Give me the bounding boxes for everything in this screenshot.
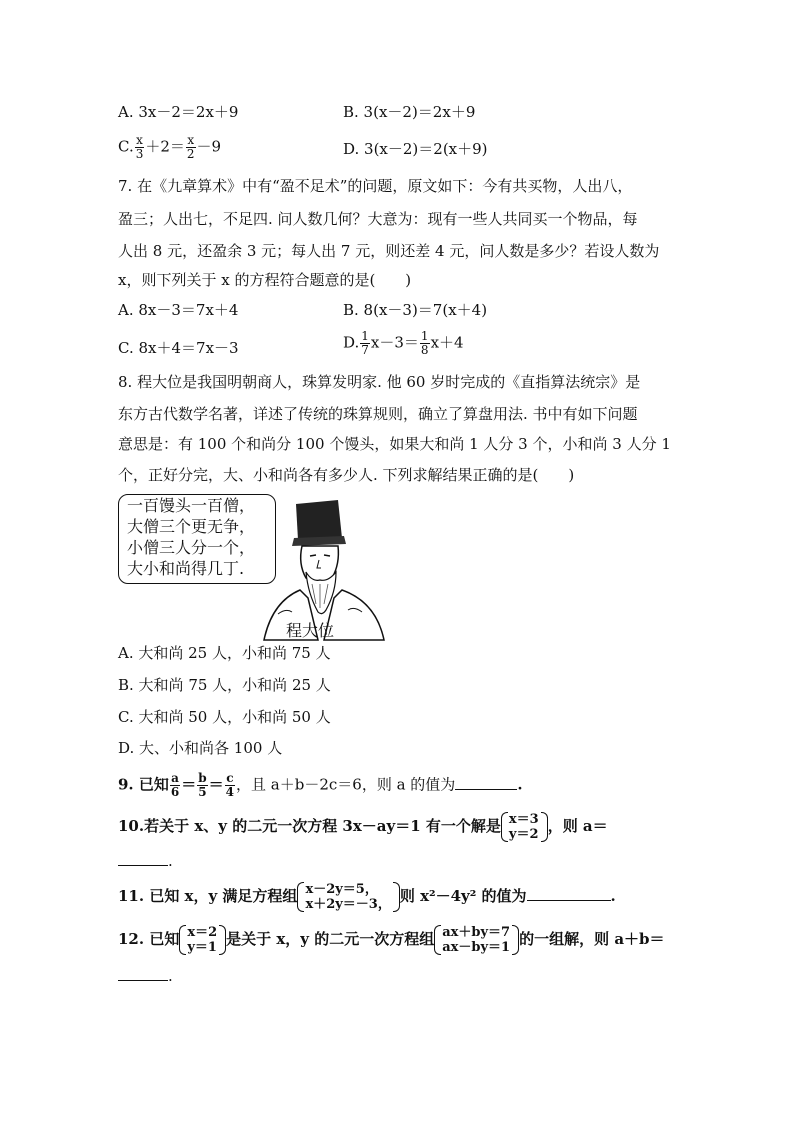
q7-option-d: D. $\frac{1}{7}$ x－3＝ $\frac{1}{8}$ x＋4	[343, 329, 464, 357]
q8-option-b: B. 大和尚 75 人，小和尚 25 人	[118, 676, 331, 694]
q8-text-line: 个，正好分完，大、小和尚各有多少人. 下列求解结果正确的是( )	[118, 466, 575, 484]
fraction: $\frac{1}{7}$	[361, 329, 369, 357]
q10-question: 10.若关于 x、y 的二元一次方程 3x－ay＝1 有一个解是 x＝3 y＝2 ，则 a＝	[118, 812, 608, 842]
q7-text-line: x，则下列关于 x 的方程符合题意的是( )	[118, 271, 412, 289]
solution-pair: x＝3 y＝2	[501, 812, 548, 842]
fraction: $\frac{x}{3}$	[135, 133, 144, 161]
q9-question: 9. 已知 $\frac{a}{6}$ ＝ $\frac{b}{5}$ ＝ $\frac{c}{4}$ ，且 a＋b－2c＝6，则 a 的值为 .	[118, 771, 523, 799]
q7-text-line: 7. 在《九章算术》中有“盈不足术”的问题，原文如下：今有共买物，人出八，	[118, 177, 633, 195]
q8-text-line: 东方古代数学名著，详述了传统的珠算规则，确立了算盘用法. 书中有如下问题	[118, 405, 638, 423]
q6-option-b: B. 3(x－2)＝2x＋9	[343, 103, 476, 121]
solution-pair: x＝2 y＝1	[179, 925, 226, 955]
q7-option-b: B. 8(x－3)＝7(x＋4)	[343, 301, 488, 319]
q8-option-a: A. 大和尚 25 人，小和尚 75 人	[118, 644, 331, 662]
q6-option-d: D. 3(x－2)＝2(x＋9)	[343, 140, 488, 158]
poem-line: 大僧三个更无争，	[127, 517, 256, 536]
portrait-caption: 程大位	[286, 621, 335, 640]
q7-text-line: 盈三；人出七，不足四. 问人数几何？大意为：现有一些人共同买一个物品，每	[118, 210, 638, 228]
q8-text-line: 意思是：有 100 个和尚分 100 个馒头，如果大和尚 1 人分 3 个，小和尚 3 人分 1	[118, 435, 671, 453]
answer-blank	[118, 966, 168, 981]
poem-line: 小僧三人分一个，	[127, 538, 256, 557]
q10-answer-line: .	[118, 850, 173, 872]
q6-option-a: A. 3x－2＝2x＋9	[118, 103, 239, 121]
answer-blank	[527, 886, 611, 901]
answer-blank	[455, 775, 517, 790]
poem-line: 大小和尚得几丁.	[127, 559, 245, 578]
equation-system: x－2y＝5， x＋2y＝－3，	[297, 882, 399, 912]
q12-answer-line: .	[118, 965, 173, 987]
fraction: $\frac{b}{5}$	[198, 771, 207, 799]
poem-speech-box	[118, 494, 276, 584]
q6-option-c: C. $\frac{x}{3}$ ＋2＝ $\frac{x}{2}$ －9	[118, 133, 222, 161]
q8-option-d: D. 大、小和尚各 100 人	[118, 739, 283, 757]
fraction: $\frac{x}{2}$	[186, 133, 195, 161]
q8-option-c: C. 大和尚 50 人，小和尚 50 人	[118, 708, 331, 726]
answer-blank	[118, 851, 168, 866]
equation-system: ax＋by＝7 ax－by＝1	[434, 925, 519, 955]
q7-text-line: 人出 8 元，还盈余 3 元；每人出 7 元，则还差 4 元，问人数是多少？若设人数为	[118, 242, 660, 260]
fraction: $\frac{a}{6}$	[170, 771, 180, 799]
q7-option-c: C. 8x＋4＝7x－3	[118, 339, 239, 357]
q11-question: 11. 已知 x，y 满足方程组 x－2y＝5， x＋2y＝－3， 则 x²－4y² 的值为 .	[118, 882, 616, 912]
fraction: $\frac{1}{8}$	[420, 329, 429, 357]
q6-option-c-label: C.	[118, 137, 134, 156]
fraction: $\frac{c}{4}$	[225, 771, 235, 799]
q7-option-a: A. 8x－3＝7x＋4	[118, 301, 239, 319]
q12-question: 12. 已知 x＝2 y＝1 是关于 x，y 的二元一次方程组 ax＋by＝7 ax－by＝1 的一组解，则 a＋b＝	[118, 925, 665, 955]
poem-line: 一百馒头一百僧，	[127, 496, 256, 515]
q8-text-line: 8. 程大位是我国明朝商人，珠算发明家. 他 60 岁时完成的《直指算法统宗》是	[118, 373, 641, 391]
